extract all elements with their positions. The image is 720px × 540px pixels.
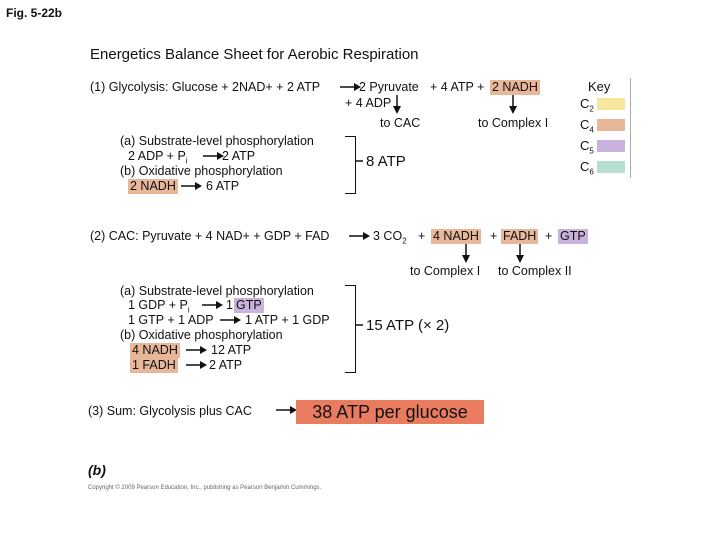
key-title: Key	[588, 79, 611, 94]
cac-substrate-2-rhs: 1 ATP + 1 GDP	[245, 313, 330, 327]
cac-nadh: 4 NADH	[433, 229, 479, 243]
glycolysis-oxidative-lhs: 2 NADH	[130, 179, 176, 193]
cac-oxidative-2-rhs: 2 ATP	[209, 358, 243, 372]
glycolysis-substrate-label: (a) Substrate-level phosphorylation	[120, 134, 314, 148]
key-label-c6: $C_6$	[580, 159, 594, 177]
key-label-c4: $C_4$	[580, 117, 594, 135]
to-complex-1-label: to Complex I	[478, 116, 549, 130]
bracket-tick	[355, 156, 365, 166]
cac-total: 15 ATP (× 2)	[366, 317, 450, 334]
arrow-icon	[181, 179, 203, 193]
glycolysis-atp: + 4 ATP +	[430, 80, 485, 94]
to-cac-label: to CAC	[380, 116, 421, 130]
arrow-icon	[349, 229, 371, 243]
key-swatch-c6	[597, 161, 625, 173]
arrow-down-icon	[391, 95, 403, 115]
cac-substrate-label: (a) Substrate-level phosphorylation	[120, 284, 314, 298]
copyright: Copyright © 2009 Pearson Education, Inc., publishing as Pearson Benjamin Cummings.	[88, 485, 322, 491]
glycolysis-pyruvate: 2 Pyruvate	[359, 80, 419, 94]
cac-fadh: FADH	[503, 229, 537, 243]
panel-label: (b)	[88, 462, 106, 478]
cac-oxidative-1-rhs: 12 ATP	[211, 343, 252, 357]
arrow-icon	[186, 343, 208, 357]
glycolysis-lhs: (1) Glycolysis: Glucose + 2NAD+ + 2 ATP	[90, 80, 321, 94]
glycolysis-oxidative-rhs: 6 ATP	[206, 179, 240, 193]
sum-result: 38 ATP per glucose	[296, 400, 484, 424]
arrow-icon	[202, 298, 224, 312]
key-swatch-c4	[597, 119, 625, 131]
key-swatch-c2	[597, 98, 625, 110]
cac-plus: +	[490, 229, 498, 243]
cac-substrate-2-lhs: 1 GTP + 1 ADP	[128, 313, 214, 327]
arrow-icon	[220, 313, 242, 327]
cac-oxidative-1-lhs: 4 NADH	[132, 343, 178, 357]
bracket-tick	[355, 320, 365, 330]
arrow-icon	[276, 403, 298, 417]
cac-co2: 3 $CO_2$	[373, 229, 407, 246]
cac-substrate-1-lhs: 1 GDP + $P_i$	[128, 298, 190, 315]
key-label-c5: $C_5$	[580, 138, 594, 156]
cac-to-complex-1: to Complex I	[410, 264, 481, 278]
key-swatch-c5	[597, 140, 625, 152]
arrow-icon	[186, 358, 208, 372]
cac-oxidative-label: (b) Oxidative phosphorylation	[120, 328, 283, 342]
glycolysis-nadh: 2 NADH	[492, 80, 538, 94]
page-title: Energetics Balance Sheet for Aerobic Respiration	[90, 46, 419, 63]
cac-gtp: GTP	[560, 229, 586, 243]
key-label-c2: $C_2$	[580, 96, 594, 114]
cac-to-complex-2: to Complex II	[498, 264, 572, 278]
cac-lhs: (2) CAC: Pyruvate + 4 NAD+ + GDP + FAD	[90, 229, 330, 243]
figure-label: Fig. 5-22b	[6, 6, 63, 20]
cac-substrate-1-rhs: 1	[226, 298, 233, 312]
glycolysis-substrate-lhs: 2 ADP + $P_i$	[128, 149, 188, 166]
arrow-down-icon	[514, 244, 526, 264]
cac-plus: +	[418, 229, 426, 243]
glycolysis-adp: + 4 ADP	[345, 96, 392, 110]
glycolysis-substrate-rhs: 2 ATP	[222, 149, 256, 163]
glycolysis-total: 8 ATP	[366, 153, 406, 170]
cac-oxidative-2-lhs: 1 FADH	[132, 358, 176, 372]
cac-plus: +	[545, 229, 553, 243]
cac-substrate-1-gtp: GTP	[236, 298, 262, 312]
arrow-down-icon	[507, 95, 519, 115]
arrow-down-icon	[460, 244, 472, 264]
glycolysis-oxidative-label: (b) Oxidative phosphorylation	[120, 164, 283, 178]
sum-label: (3) Sum: Glycolysis plus CAC	[88, 404, 252, 418]
